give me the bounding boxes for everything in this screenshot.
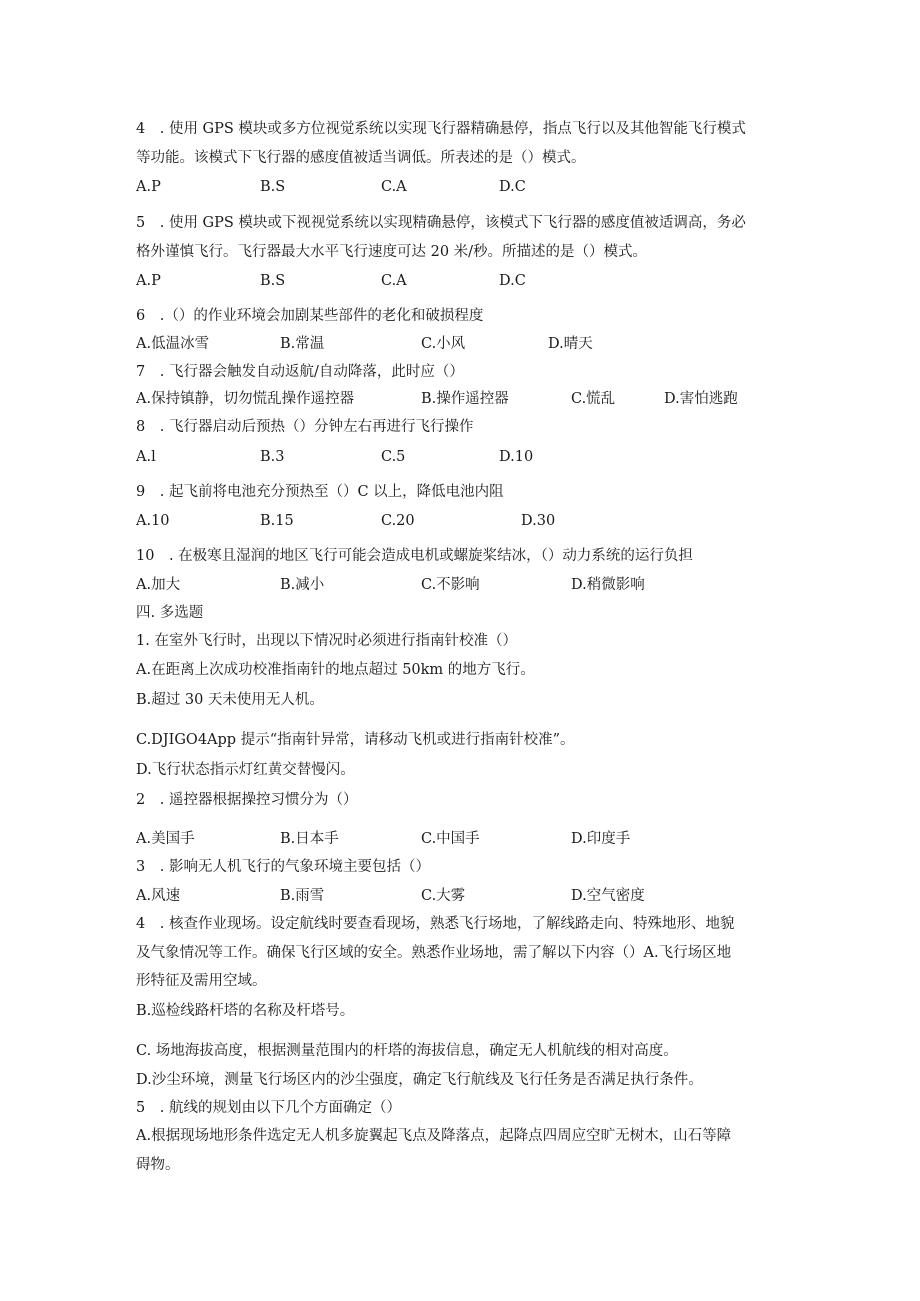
question-5-stem-line2: 格外谨慎飞行。飞行器最大水平飞行速度可达 20 米/秒。所描述的是（）模式。 [136,244,648,260]
option-a: A.加大 [136,577,181,593]
question-10-options [136,575,836,595]
mc-question-3-options [136,886,836,906]
question-6-stem: 6 .（）的作业环境会加剧某些部件的老化和破损程度 [136,308,484,324]
option-a: A.P [136,273,161,289]
question-9-options [136,511,836,531]
option-d: D.害怕逃跑 [664,391,738,407]
mc-question-5-stem: 5 . 航线的规划由以下几个方面确定（） [136,1100,401,1116]
option-b: B.操作遥控器 [421,391,509,407]
option-a: A.P [136,179,161,195]
option-a: A.l [136,449,156,465]
option-c: C.A [381,273,407,289]
question-9-stem: 9 . 起飞前将电池充分预热至（）C 以上，降低电池内阻 [136,484,504,500]
question-8-stem: 8 . 飞行器启动后预热（）分钟左右再进行飞行操作 [136,419,474,435]
option-c: C.中国手 [421,831,480,847]
option-d: D.印度手 [571,831,631,847]
option-a: A.风速 [136,888,181,904]
question-4-stem-line1: 4 . 使用 GPS 模块或多方位视觉系统以实现飞行器精确悬停，指点飞行以及其他智能飞行模式 [136,121,746,137]
option-c: C.慌乱 [571,391,616,407]
mc-question-4-stem-line1: 4 . 核查作业现场。设定航线时要查看现场，熟悉飞行场地，了解线路走向、特殊地形、地貌 [136,916,735,932]
option-a: A.保持镇静，切勿慌乱操作遥控器 [136,391,355,407]
question-5-options [136,271,836,291]
mc-question-5-option-a-line1: A.根据现场地形条件选定无人机多旋翼起飞点及降落点，起降点四周应空旷无树木，山石等障 [136,1128,732,1144]
section-title: 四. 多选题 [136,605,204,621]
option-b: B.15 [260,513,294,529]
question-7-stem: 7 . 飞行器会触发自动返航/自动降落，此时应（） [136,364,464,380]
mc-question-2-options [136,829,836,849]
option-b: B.S [260,179,286,195]
question-7-options [136,389,836,409]
option-b: B.雨雪 [280,888,325,904]
mc-question-2-stem: 2 . 遥控器根据操控习惯分为（） [136,792,358,808]
option-d: D.稍微影响 [571,577,645,593]
option-c: C.5 [381,449,406,465]
option-b: B.S [260,273,286,289]
mc-question-1-option-a: A.在距离上次成功校准指南针的地点超过 50km 的地方飞行。 [136,662,535,678]
mc-question-1-option-d: D.飞行状态指示灯红黄交替慢闪。 [136,762,355,778]
option-b: B.减小 [280,577,325,593]
question-8-options [136,447,836,467]
option-a: A.低温冰雪 [136,336,210,352]
mc-question-4-stem-line3: 形特征及需用空域。 [136,973,267,989]
mc-question-1-stem: 1. 在室外飞行时，出现以下情况时必须进行指南针校准（） [136,633,517,649]
option-b: B.常温 [280,336,325,352]
mc-question-5-option-a-line2: 碍物。 [136,1157,180,1173]
option-c: C.大雾 [421,888,466,904]
option-c: C.不影响 [421,577,480,593]
mc-question-4-option-c: C. 场地海拔高度，根据测量范围内的杆塔的海拔信息，确定无人机航线的相对高度。 [136,1043,678,1059]
option-c: C.小风 [421,336,466,352]
question-4-stem-line2: 等功能。该模式下飞行器的感度值被适当调低。所表述的是（）模式。 [136,150,586,166]
question-5-stem-line1: 5 . 使用 GPS 模块或下视视觉系统以实现精确悬停，该模式下飞行器的感度值被适调高，务必 [136,215,746,231]
mc-question-4-stem-line2: 及气象情况等工作。确保飞行区域的安全。熟悉作业场地，需了解以下内容（）A.飞行场区地 [136,945,732,961]
mc-question-1-option-c: C.DJIGO4App 提示“指南针异常，请移动飞机或进行指南针校准”。 [136,732,575,748]
mc-question-1-option-b: B.超过 30 天未使用无人机。 [136,692,324,708]
option-d: D.空气密度 [571,888,645,904]
option-d: D.C [499,179,526,195]
option-d: D.晴天 [548,336,593,352]
question-10-stem: 10 . 在极寒且湿润的地区飞行可能会造成电机或螺旋桨结冰，（）动力系统的运行负担 [136,548,693,564]
option-a: A.10 [136,513,170,529]
option-c: C.20 [381,513,415,529]
option-d: D.C [499,273,526,289]
mc-question-3-stem: 3 . 影响无人机飞行的气象环境主要包括（） [136,859,430,875]
option-b: B.日本手 [280,831,339,847]
option-a: A.美国手 [136,831,195,847]
option-d: D.30 [521,513,556,529]
question-6-options [136,334,836,354]
option-c: C.A [381,179,407,195]
option-d: D.10 [499,449,534,465]
option-b: B.3 [260,449,285,465]
question-4-options [136,177,836,197]
mc-question-4-option-d: D.沙尘环境，测量飞行场区内的沙尘强度，确定飞行航线及飞行任务是否满足执行条件。 [136,1072,703,1088]
mc-question-4-option-b: B.巡检线路杆塔的名称及杆塔号。 [136,1003,355,1019]
